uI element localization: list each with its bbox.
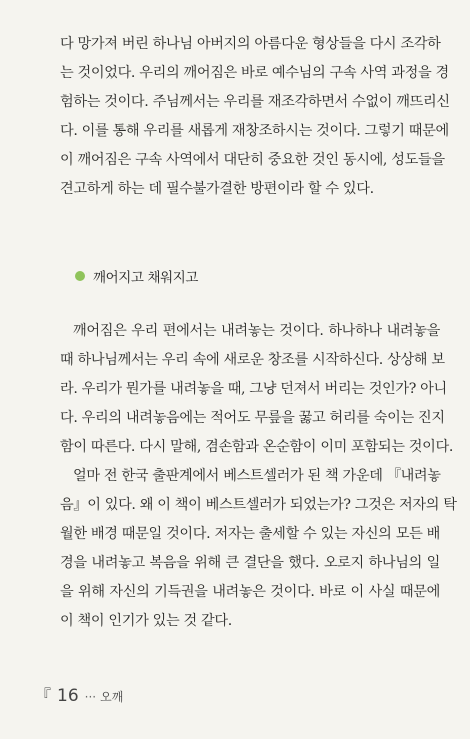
text-line: 월한 배경 때문일 것이다. 저자는 출세할 수 있는 자신의 모든 배 — [60, 526, 440, 542]
text-line: 음』이 있다. 왜 이 책이 베스트셀러가 되었는가? 그것은 저자의 탁 — [60, 497, 457, 513]
section-heading-text: 깨어지고 채워지고 — [93, 270, 199, 286]
footer-bracket: 『 — [35, 686, 52, 705]
paragraph-1 — [60, 30, 450, 204]
text-line: 다. 우리의 내려놓음에는 적어도 무릎을 꿇고 허리를 숙이는 진지 — [60, 410, 445, 426]
text-line: 함이 따른다. 다시 말해, 겸손함과 온순함이 이미 포함되는 것이다. — [60, 439, 453, 455]
text-line: 을 위해 자신의 기득권을 내려놓은 것이다. 바로 이 사실 때문에 — [60, 584, 440, 600]
text-line: 는 것이었다. 우리의 깨어짐은 바로 예수님의 구속 사역 과정을 경 — [60, 65, 449, 81]
green-bullet-icon — [75, 271, 85, 281]
text-line: 깨어짐은 우리 편에서는 내려놓는 것이다. 하나하나 내려놓을 — [73, 323, 440, 339]
text-line: 때 하나님께서는 우리 속에 새로운 창조를 시작하신다. 상상해 보 — [60, 352, 445, 368]
book-title: 오깨 — [100, 690, 124, 704]
text-line: 이 깨어짐은 구속 사역에서 대단히 중요한 것인 동시에, 성도들을 — [60, 152, 445, 168]
text-line: 얼마 전 한국 출판계에서 베스트셀러가 된 책 가운데 『내려놓 — [73, 468, 441, 484]
footer-separator: ··· — [84, 690, 97, 704]
text-line: 다. 이를 통해 우리를 새롭게 재창조하시는 것이다. 그렇기 때문에 — [60, 123, 449, 139]
text-line: 다 망가져 버린 하나님 아버지의 아름다운 형상들을 다시 조각하 — [60, 36, 441, 52]
page-footer — [35, 683, 123, 707]
text-line: 라. 우리가 뭔가를 내려놓을 때, 그냥 던져서 버리는 것인가? 아니 — [60, 381, 447, 397]
paragraph-2 — [60, 317, 457, 636]
page-number: 16 — [57, 686, 79, 706]
text-line: 험하는 것이다. 주님께서는 우리를 재조각하면서 수없이 깨뜨리신 — [60, 94, 450, 110]
text-line: 경을 내려놓고 복음을 위해 큰 결단을 했다. 오로지 하나님의 일 — [60, 555, 440, 571]
section-heading — [75, 265, 198, 287]
text-line: 이 책이 인기가 있는 것 같다. — [60, 613, 232, 629]
text-line: 견고하게 하는 데 필수불가결한 방편이라 할 수 있다. — [60, 181, 374, 197]
